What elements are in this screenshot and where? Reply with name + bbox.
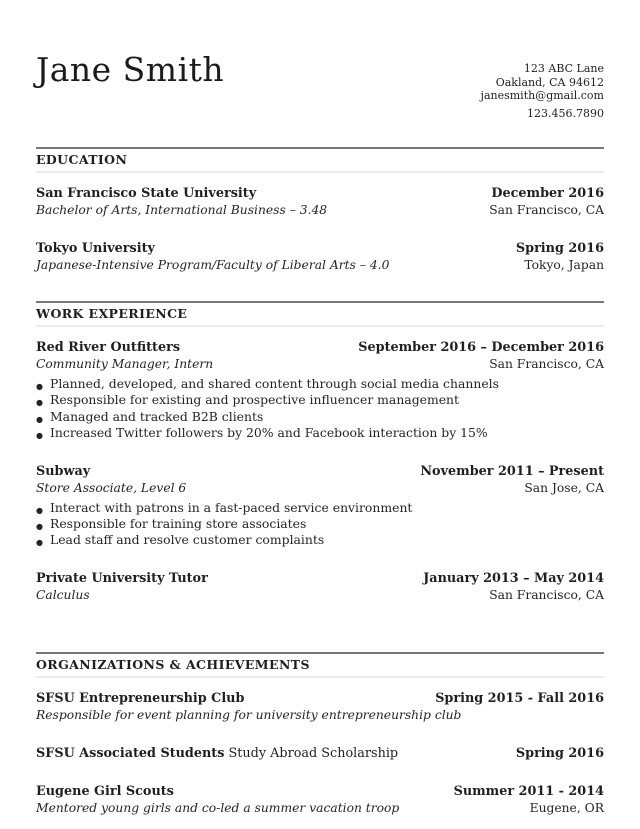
entry-subtitle: Responsible for event planning for university entrepreneurship club xyxy=(36,707,462,722)
section-work-experience xyxy=(36,301,604,604)
entry-date: January 2013 – May 2014 xyxy=(423,570,604,586)
contact-phone: 123.456.7890 xyxy=(527,106,604,120)
contact-email: janesmith@gmail.com xyxy=(480,89,604,102)
section-heading-education: EDUCATION xyxy=(36,147,604,173)
organization-entry xyxy=(36,783,604,817)
section-organizations xyxy=(36,652,604,817)
entry-date: November 2011 – Present xyxy=(420,463,604,479)
entry-subtitle: Calculus xyxy=(36,587,90,602)
section-heading-organizations: ORGANIZATIONS & ACHIEVEMENTS xyxy=(36,652,604,678)
entry-title-row xyxy=(36,745,604,762)
bullet-item: ● Interact with patrons in a fast-paced service environment xyxy=(36,500,604,516)
entry-title-row xyxy=(36,185,604,202)
entry-subtitle-row xyxy=(36,707,604,724)
entry-title: Red River Outfitters xyxy=(36,340,181,355)
entry-subtitle: Store Associate, Level 6 xyxy=(36,480,187,495)
entry-bullet-list xyxy=(36,376,604,442)
bullet-item: ● Responsible for existing and prospective influencer management xyxy=(36,392,604,408)
entry-date: Summer 2011 - 2014 xyxy=(453,783,604,799)
resume-header xyxy=(36,52,604,120)
bullet-item: ● Responsible for training store associates xyxy=(36,516,604,532)
work-entry xyxy=(36,570,604,604)
entry-title-row xyxy=(36,463,604,480)
section-education xyxy=(36,147,604,274)
entry-subtitle-row xyxy=(36,202,604,219)
entry-subtitle-row xyxy=(36,800,604,817)
entry-title: Tokyo University xyxy=(36,241,155,256)
entry-title: SFSU Entrepreneurship Club xyxy=(36,690,245,706)
entry-title-plain: Study Abroad Scholarship xyxy=(224,745,399,761)
contact-address-line1: 123 ABC Lane xyxy=(523,62,604,75)
education-entry xyxy=(36,185,604,219)
entry-subtitle-row xyxy=(36,257,604,274)
entry-title-row xyxy=(36,339,604,356)
entry-location: San Jose, CA xyxy=(524,480,604,495)
entry-date: December 2016 xyxy=(491,186,604,201)
entry-location: San Francisco, CA xyxy=(489,587,604,602)
entry-subtitle: Mentored young girls and co-led a summer vacation troop xyxy=(36,800,400,815)
entry-date: September 2016 – December 2016 xyxy=(358,340,604,355)
entry-date: Spring 2015 - Fall 2016 xyxy=(435,690,604,706)
bullet-item: ● Lead staff and resolve customer complaints xyxy=(36,532,604,548)
entry-title: Eugene Girl Scouts xyxy=(36,783,174,799)
person-name: Jane Smith xyxy=(36,50,225,89)
education-entry xyxy=(36,240,604,274)
bullet-item: ● Increased Twitter followers by 20% and Facebook interaction by 15% xyxy=(36,425,604,441)
entry-subtitle-row xyxy=(36,356,604,373)
entry-subtitle-row xyxy=(36,587,604,604)
organization-entry xyxy=(36,690,604,724)
entry-title-row xyxy=(36,783,604,800)
entry-date: Spring 2016 xyxy=(515,745,604,761)
organization-entry xyxy=(36,745,604,762)
contact-block xyxy=(481,52,604,120)
entry-title: Private University Tutor xyxy=(36,570,208,586)
entry-location: Tokyo, Japan xyxy=(524,258,604,272)
entry-subtitle: Japanese-Intensive Program/Faculty of Liberal Arts – 4.0 xyxy=(36,258,390,272)
bullet-item: ● Managed and tracked B2B clients xyxy=(36,409,604,425)
entry-title xyxy=(36,745,398,762)
entry-date: Spring 2016 xyxy=(515,241,604,256)
entry-subtitle-row xyxy=(36,480,604,497)
entry-subtitle: Bachelor of Arts, International Business – 3.48 xyxy=(36,203,328,217)
entry-title-row xyxy=(36,240,604,257)
entry-location: San Francisco, CA xyxy=(489,203,604,217)
bullet-item: ● Planned, developed, and shared content through social media channels xyxy=(36,376,604,392)
entry-location: San Francisco, CA xyxy=(489,357,604,371)
section-heading-work-experience: WORK EXPERIENCE xyxy=(36,301,604,327)
entry-title-row xyxy=(36,570,604,587)
entry-title: Subway xyxy=(36,463,91,479)
entry-title-row xyxy=(36,690,604,707)
entry-location: Eugene, OR xyxy=(529,800,604,815)
work-entry xyxy=(36,339,604,442)
contact-address-line2: Oakland, CA 94612 xyxy=(495,75,604,89)
entry-subtitle: Community Manager, Intern xyxy=(36,357,214,371)
work-entry xyxy=(36,463,604,549)
entry-bullet-list xyxy=(36,500,604,549)
entry-title-bold: SFSU Associated Students xyxy=(36,745,225,761)
entry-title: San Francisco State University xyxy=(36,186,257,201)
